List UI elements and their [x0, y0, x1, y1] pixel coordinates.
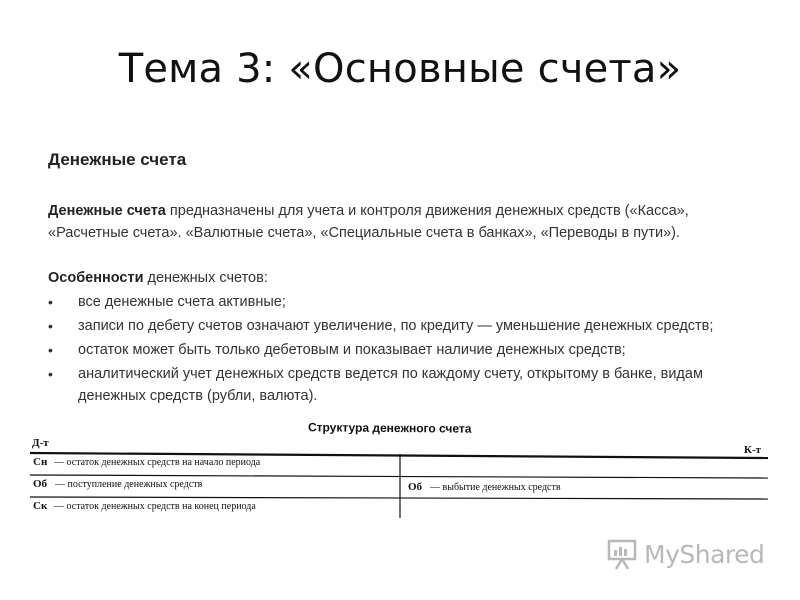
list-item — [48, 315, 768, 337]
bullet: • — [48, 318, 53, 334]
closing-balance-code: Ск — [33, 500, 48, 512]
list-item-text: аналитический учет денежных средств ведется по каждому счету, открытому в банке, видам денежных средств (рубли, валюта). — [78, 366, 703, 404]
list-item-text: остаток может быть только дебетовым и показывает наличие денежных средств; — [78, 342, 626, 358]
features-term: Особенности — [48, 270, 144, 286]
credit-label: К-т — [744, 444, 762, 456]
slide-title: Тема 3: «Основные счета» — [118, 46, 682, 92]
features-intro — [48, 267, 268, 289]
features-list — [48, 291, 768, 409]
list-item — [48, 339, 768, 361]
debit-label: Д-т — [32, 437, 49, 449]
myshared-watermark — [606, 536, 764, 572]
bullet: • — [48, 342, 53, 358]
debit-turnover-text: — поступление денежных средств — [55, 479, 203, 490]
credit-turnover-code: Об — [408, 481, 423, 493]
features-intro-text: денежных счетов: — [143, 270, 268, 286]
list-item-text: все денежные счета активные; — [78, 294, 286, 310]
opening-balance-code: Сн — [33, 456, 48, 468]
presentation-board-icon — [606, 537, 640, 571]
diagram-title: Структура денежного счета — [307, 420, 472, 436]
watermark-text: MyShared — [644, 539, 765, 569]
debit-turnover-code: Об — [33, 478, 48, 490]
list-item — [48, 291, 768, 313]
section-heading: Денежные счета — [48, 150, 187, 169]
bullet: • — [48, 294, 53, 310]
bullet: • — [48, 366, 53, 382]
definition-text: предназначены для учета и контроля движения денежных средств («Касса», «Расчетные счета». «Валютные счета», «Специальные счета в банках», «Переводы в пути»). — [48, 203, 689, 241]
credit-turnover-text: — выбытие денежных средств — [430, 482, 561, 493]
list-item-text: записи по дебету счетов означают увеличение, по кредиту — уменьшение денежных средств; — [78, 318, 714, 334]
definition-term: Денежные счета — [48, 203, 166, 219]
closing-balance-text: — остаток денежных средств на конец периода — [54, 501, 256, 512]
opening-balance-text: — остаток денежных средств на начало периода — [54, 457, 261, 468]
account-structure-diagram — [30, 418, 770, 526]
definition-paragraph — [48, 200, 760, 244]
list-item — [48, 363, 768, 407]
